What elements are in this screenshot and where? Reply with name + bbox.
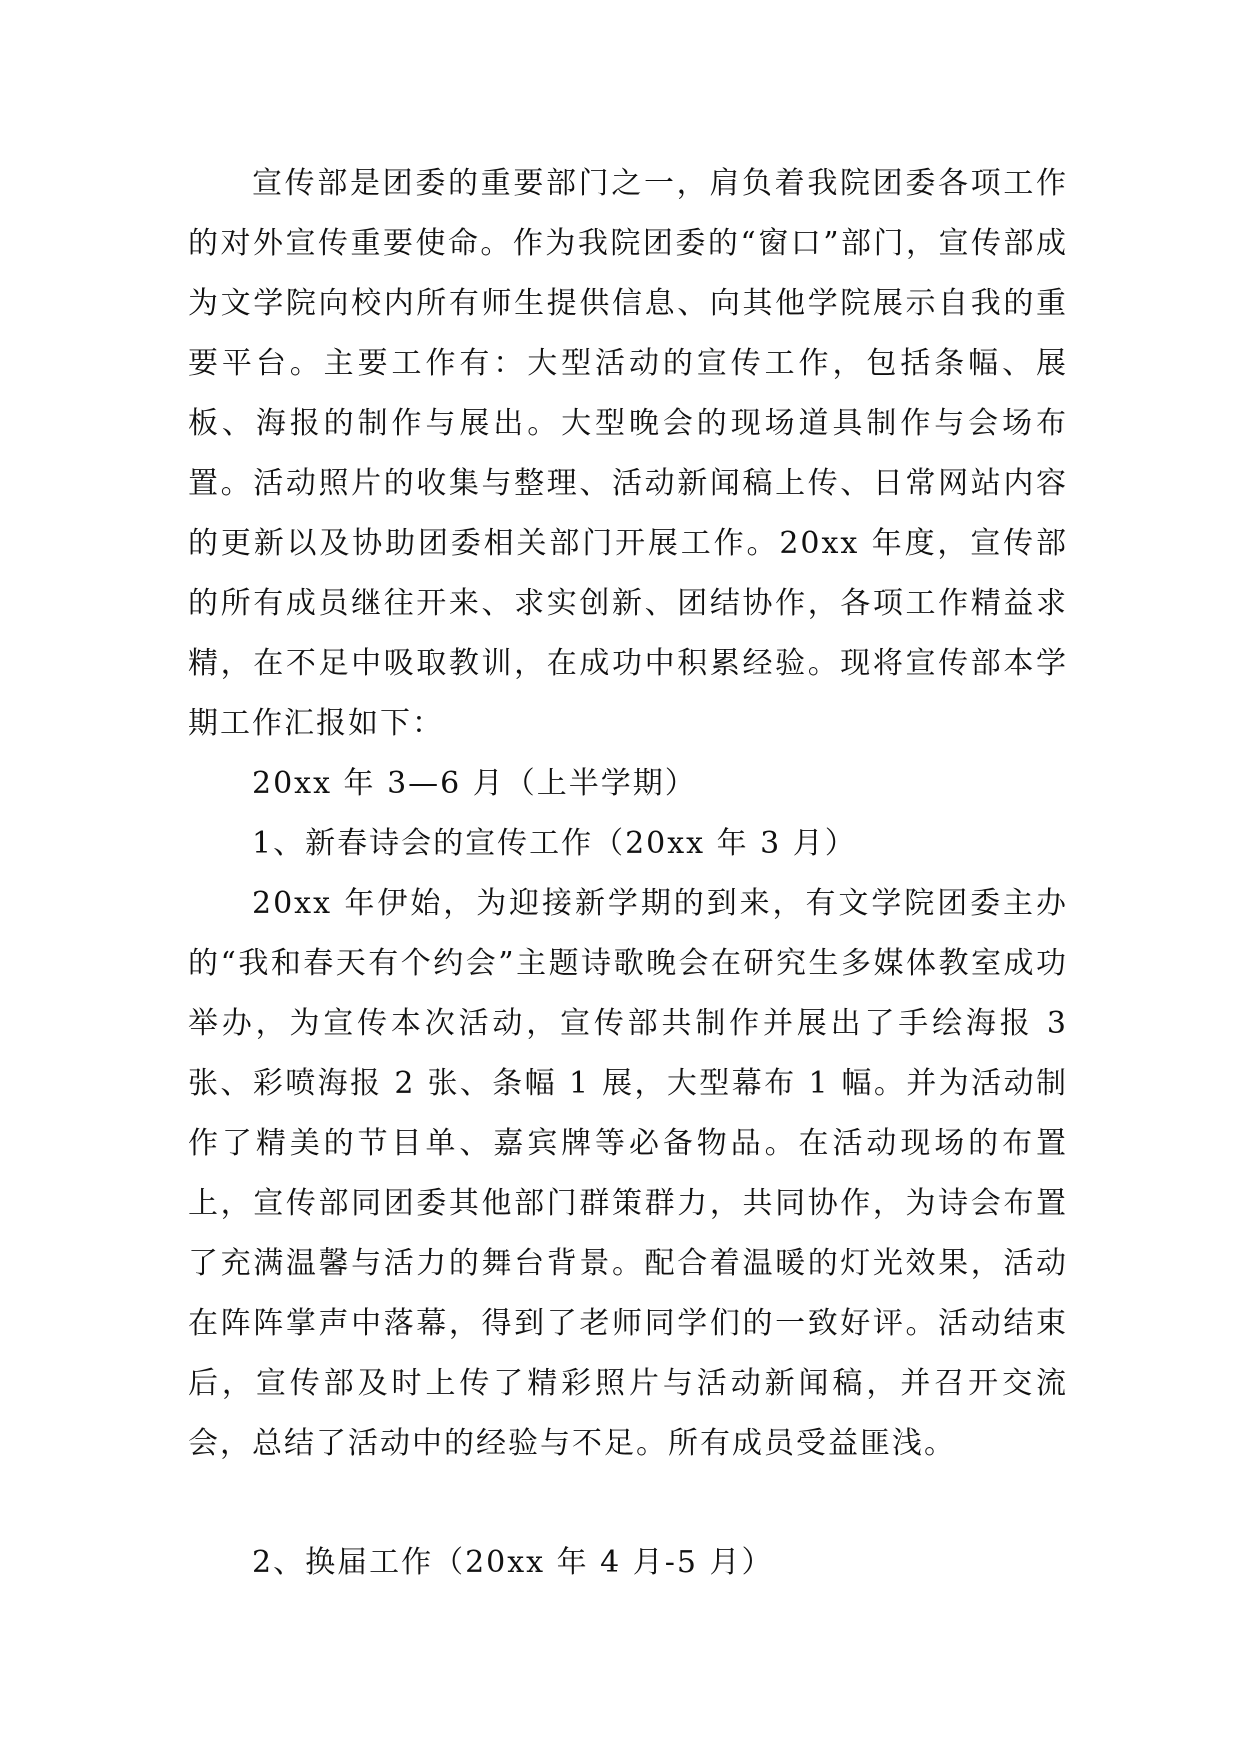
semester-heading: 20xx 年 3—6 月（上半学期）: [252, 766, 697, 801]
section-heading-poetry-event: 1、新春诗会的宣传工作（20xx 年 3 月）: [252, 826, 857, 861]
section-heading-transition: 2、换届工作（20xx 年 4 月-5 月）: [252, 1545, 774, 1580]
poetry-event-paragraph: 20xx 年伊始，为迎接新学期的到来，有文学院团委主办的“我和春天有个约会”主题诗歌晚会在研究生多媒体教室成功举办，为宣传本次活动，宣传部共制作并展出了手绘海报 3 张、彩喷海报 2 张、条幅 1 展，大型幕布 1 幅。并为活动制作了精美的节目单、嘉宾牌等必备物品。在活动现场的布置上，宣传部同团委其他部门群策群力，共同协作，为诗会布置了充满温馨与活力的舞台背景。配合着温暖的灯光效果，活动在阵阵掌声中落幕，得到了老师同学们的一致好评。活动结束后，宣传部及时上传了精彩照片与活动新闻稿，并召开交流会，总结了活动中的经验与不足。所有成员受益匪浅。: [188, 886, 1068, 1461]
intro-paragraph: 宣传部是团委的重要部门之一，肩负着我院团委各项工作的对外宣传重要使命。作为我院团委的“窗口”部门，宣传部成为文学院向校内所有师生提供信息、向其他学院展示自我的重要平台。主要工作有：大型活动的宣传工作，包括条幅、展板、海报的制作与展出。大型晚会的现场道具制作与会场布置。活动照片的收集与整理、活动新闻稿上传、日常网站内容的更新以及协助团委相关部门开展工作。20xx 年度，宣传部的所有成员继往开来、求实创新、团结协作，各项工作精益求精，在不足中吸取教训，在成功中积累经验。现将宣传部本学期工作汇报如下：: [188, 166, 1068, 741]
